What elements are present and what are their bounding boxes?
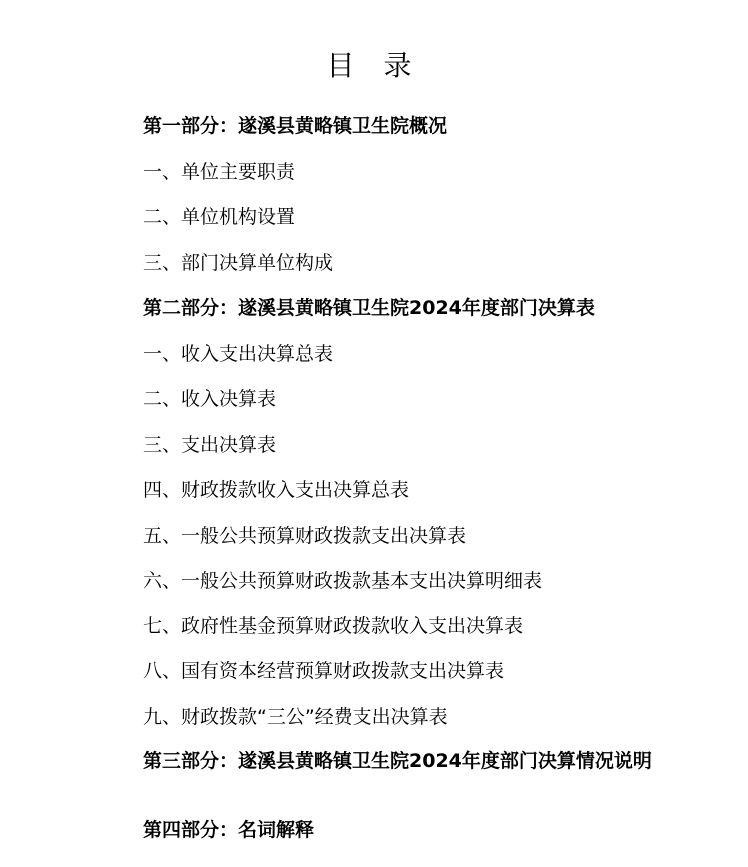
toc-part-1-item-2[interactable]: 二、单位机构设置 <box>143 206 296 228</box>
document-title: 目 录 <box>326 49 422 82</box>
toc-part-2-item-3[interactable]: 三、支出决算表 <box>143 434 277 456</box>
toc-part-1-item-3[interactable]: 三、部门决算单位构成 <box>143 252 334 274</box>
toc-part-2-item-7[interactable]: 七、政府性基金预算财政拨款收入支出决算表 <box>143 615 524 637</box>
toc-part-1-item-1[interactable]: 一、单位主要职责 <box>143 161 296 183</box>
toc-part-2-item-2[interactable]: 二、收入决算表 <box>143 388 277 410</box>
toc-part-2-item-1[interactable]: 一、收入支出决算总表 <box>143 343 334 365</box>
toc-part-2-item-5[interactable]: 五、一般公共预算财政拨款支出决算表 <box>143 525 467 547</box>
toc-part-4-heading[interactable]: 第四部分：名词解释 <box>143 819 315 841</box>
toc-part-2-item-6[interactable]: 六、一般公共预算财政拨款基本支出决算明细表 <box>143 570 543 592</box>
toc-part-3-heading[interactable]: 第三部分：遂溪县黄略镇卫生院2024年度部门决算情况说明 <box>143 750 652 772</box>
toc-part-2-item-9[interactable]: 九、财政拨款“三公”经费支出决算表 <box>143 706 448 728</box>
toc-part-2-item-4[interactable]: 四、财政拨款收入支出决算总表 <box>143 479 410 501</box>
toc-part-1-heading[interactable]: 第一部分：遂溪县黄略镇卫生院概况 <box>143 115 448 137</box>
toc-part-2-heading[interactable]: 第二部分：遂溪县黄略镇卫生院2024年度部门决算表 <box>143 297 595 319</box>
toc-part-2-item-8[interactable]: 八、国有资本经营预算财政拨款支出决算表 <box>143 660 505 682</box>
